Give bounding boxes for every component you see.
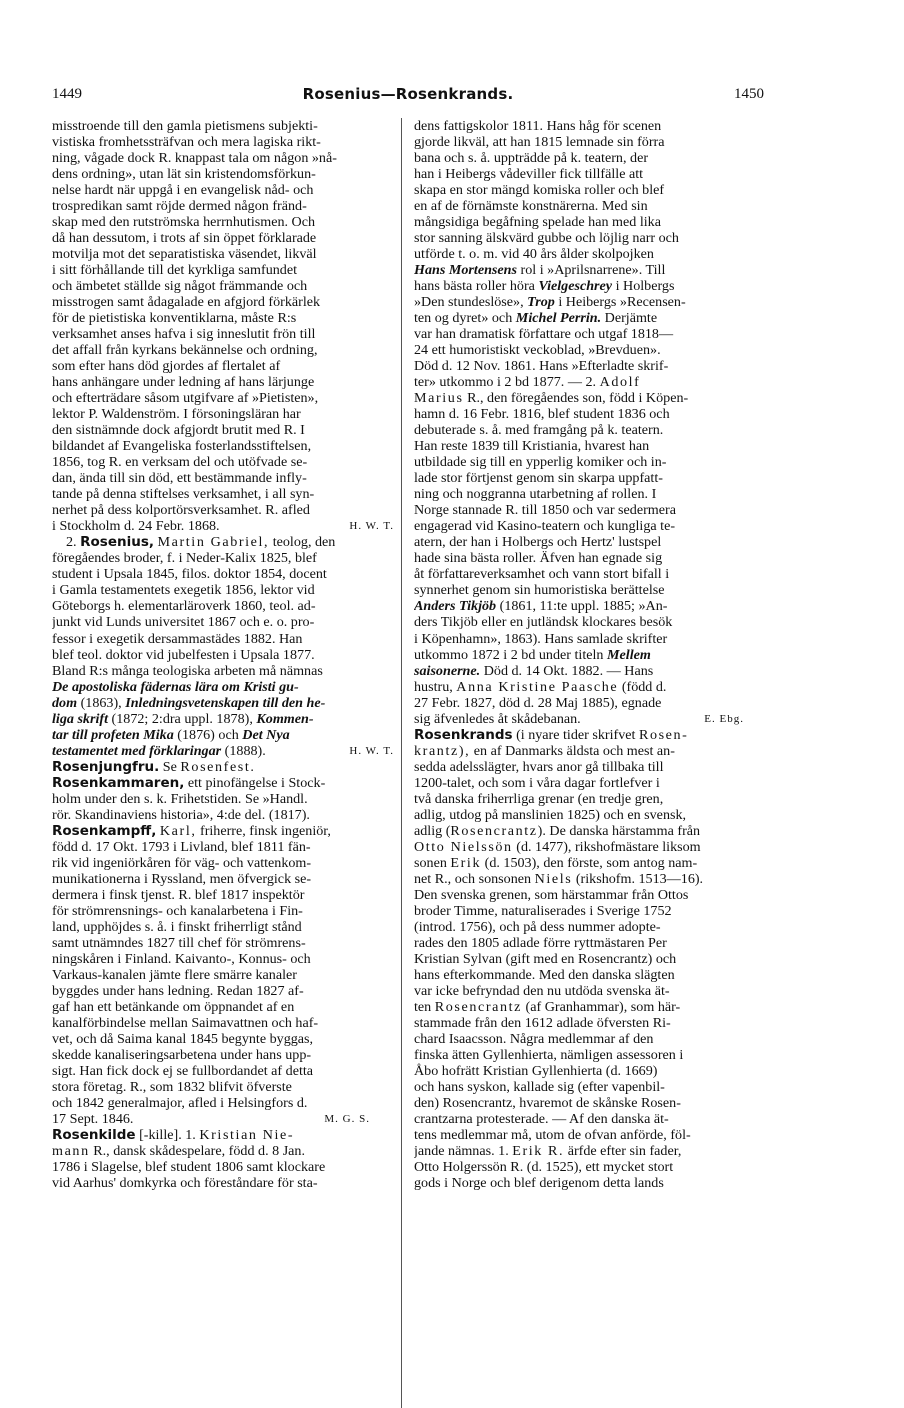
text-line — [414, 310, 756, 326]
text-line — [414, 743, 756, 759]
text-line: föregåendes broder, f. i Neder-Kalix 1825, blef — [52, 550, 317, 567]
person-name: Kristian Nie- — [199, 1126, 295, 1143]
text-line: för strömrensnings- och kanalarbetena i Fin- — [52, 902, 303, 919]
text-line: mångsidiga begåfning spelade han med lika — [414, 214, 661, 231]
italic-title: dom — [52, 694, 78, 711]
text-run: i Stockholm d. 24 Febr. 1868. — [52, 518, 220, 535]
text-line: åt författareverksamhet och vann stort bifall i — [414, 566, 670, 583]
text-line — [414, 390, 756, 406]
text-line: gods i Norge och blef derigenom detta lands — [414, 1175, 664, 1192]
text-line: student i Upsala 1845, filos. doktor 1854, docent — [52, 566, 327, 583]
text-run: Död d. 14 Okt. 1882. — Hans — [483, 662, 654, 679]
text-line — [414, 823, 756, 839]
text-run: (d. 1503), den förste, som antog nam- — [484, 854, 698, 871]
text-run: ett pinofängelse i Stock- — [187, 774, 326, 791]
text-line: rades den 1805 adlade förre ryttmästaren Per — [414, 934, 667, 951]
text-line: skap med den rutströmska herrnhutismen. Och — [52, 214, 316, 231]
text-line: bildandet af Evangeliska fosterlandsstiftelsen, — [52, 438, 312, 455]
text-line: hans anhängare under ledning af hans lärjunge — [52, 374, 315, 391]
text-line: sedda adelsslägter, hvars anor gå tillbaka till — [414, 758, 664, 775]
text-line — [52, 743, 394, 759]
text-line: nerhet på dess kolportörsverksamhet. R. afled — [52, 502, 310, 519]
entry-line — [52, 759, 394, 775]
text-line — [414, 679, 756, 695]
text-line: gjorde likväl, att han 1815 lemnade sin förra — [414, 134, 665, 151]
text-run: utkommo 1872 i 2 bd under titeln — [414, 646, 604, 663]
text-line: då han dessutom, i trots af sin öppet förklarade — [52, 230, 317, 247]
text-run: net R., och sonsonen — [414, 870, 532, 887]
text-line — [52, 695, 394, 711]
text-run: ter» utkommo i 2 bd 1877. — 2. — [414, 374, 597, 391]
text-line: stor sanning älskvärd gubbe och löjlig narr och — [414, 230, 679, 247]
text-line — [414, 855, 756, 871]
text-line: rör. Skandinaviens historia», 4:de del. (1817). — [52, 806, 310, 823]
text-run: i Heibergs »Recensen- — [558, 294, 686, 311]
text-line: 1200-talet, och som i våra dagar fortlefver i — [414, 774, 660, 791]
text-line: ning, vågade dock R. knappast tala om någon »nå- — [52, 150, 337, 167]
text-run: (af Granhammar), som här- — [525, 998, 681, 1015]
text-line: debuterade s. å. med framgång på k. teatern. — [414, 422, 664, 439]
text-run: R., dansk skådespelare, född d. 8 Jan. — [93, 1143, 306, 1159]
text-run: (1888). — [224, 742, 266, 759]
text-line: munikationerna i Ryssland, men öfvergick se- — [52, 870, 312, 887]
author-signature: E. Ebg. — [704, 712, 744, 725]
text-line: finska ätten Gyllenhierta, nämligen assessoren i — [414, 1046, 684, 1063]
text-line: byggdes under hans ledning. Redan 1827 af- — [52, 982, 304, 999]
text-line: 1786 i Slagelse, blef student 1806 samt klockare — [52, 1159, 326, 1176]
text-line: skapa en stor mängd komiska roller och blef — [414, 182, 665, 199]
entry-number: 2. — [66, 534, 77, 551]
text-line: kanalförbindelse mellan Saimavattnen och haf- — [52, 1014, 319, 1031]
entry-headword-rosenkrands: Rosenkrands — [414, 726, 513, 743]
text-line: ningskåren i Finland. Kaivanto-, Konnus- och — [52, 950, 311, 967]
text-line: hans efterkommande. Med den danska slägten — [414, 966, 675, 983]
text-line: Den svenska grenen, som härstammar från Ottos — [414, 886, 689, 903]
entry-number: 1. — [185, 1126, 196, 1143]
text-line: fessor i exegetik dersammastädes 1882. Han — [52, 630, 303, 647]
text-line: det affall från kyrkans bekännelse och ordning, — [52, 342, 318, 359]
person-name: Otto Nielssön — [414, 838, 513, 855]
italic-title: Kommen- — [256, 710, 314, 727]
text-run: hustru, — [414, 678, 453, 695]
text-line: dermera i finsk tjenst. R. blef 1817 inspektör — [52, 886, 305, 903]
text-line — [414, 374, 756, 390]
text-line — [414, 711, 756, 727]
text-line: 24 ett humoristiskt veckoblad, »Brevduen». — [414, 342, 661, 359]
right-column — [414, 118, 756, 1191]
person-name: Erik — [450, 854, 482, 871]
text-line — [52, 711, 394, 727]
text-line: atern, der han i Holbergs och Hertz' lustspel — [414, 534, 662, 551]
text-line: adlig, utdog på manslinien 1825) och en svensk, — [414, 806, 687, 823]
text-line — [52, 727, 394, 743]
text-line: 27 Febr. 1827, död d. 28 Maj 1885), egnade — [414, 694, 662, 711]
text-line — [414, 1143, 756, 1159]
text-line: Bland R:s många teologiska arbeten må nämnas — [52, 662, 323, 679]
italic-title: Trop — [527, 294, 555, 311]
text-run: »Den stundeslöse», — [414, 294, 524, 311]
cross-reference: Rosenfest. — [180, 758, 256, 775]
entry-line — [52, 775, 394, 791]
text-line: samt utnämndes 1827 till chef för strömrens- — [52, 934, 306, 951]
column-divider — [401, 118, 402, 1408]
text-line: var icke befryndad den nu utdöda svenska ät- — [414, 982, 670, 999]
text-line: holm under den s. k. Frihetstiden. Se »Handl. — [52, 790, 308, 807]
text-run: ten — [414, 998, 432, 1015]
text-line: född d. 17 Okt. 1793 i Livland, blef 1811 fän- — [52, 838, 311, 855]
person-name: Adolf — [599, 374, 641, 391]
entry-line — [52, 823, 394, 839]
text-run: [-kille]. — [139, 1126, 182, 1143]
person-name: Martin Gabriel, — [157, 534, 270, 551]
text-line: i sitt förhållande till det kyrkliga samfundet — [52, 262, 298, 279]
text-line: Kristian Sylvan (gift med en Rosencrantz) och — [414, 950, 677, 967]
family-name: krantz), — [414, 742, 471, 759]
text-line: vid Aarhus' domkyrka och föreståndare för sta- — [52, 1175, 318, 1192]
page-header — [52, 86, 764, 106]
text-line: nelse hardt när uppgå i en evangelisk nåd- och — [52, 182, 314, 199]
person-name: Anna Kristine Paasche — [456, 678, 619, 695]
author-signature: M. G. S. — [324, 1112, 370, 1125]
text-line: (introd. 1756), och på dess nummer adopte- — [414, 918, 661, 935]
person-name: Marius — [414, 390, 464, 407]
text-run: (1861, 11:te uppl. 1885; »An- — [499, 598, 668, 615]
text-line: misstrogen samt ådagalade en afgjord förkärlek — [52, 294, 321, 311]
text-line: Varkaus-kanalen jämte flere smärre kanaler — [52, 966, 297, 983]
text-run: R., den föregåendes son, född i Köpen- — [467, 390, 689, 407]
text-line: tens medlemmar må, utom de ofvan anförde, föl- — [414, 1126, 691, 1143]
text-line: för de pietistiska konventiklarna, måste R:s — [52, 310, 297, 327]
entry-headword-rosenius: Rosenius, — [80, 534, 154, 551]
text-line: lektor P. Waldenström. I försoningsläran har — [52, 406, 301, 423]
text-run: hans bästa roller höra — [414, 278, 535, 295]
text-line: den) Rosencrantz, hvaremot de skånske Rosen- — [414, 1094, 681, 1111]
text-line — [414, 871, 756, 887]
text-run: ten og dyret» och — [414, 310, 513, 327]
italic-title: Inledningsvetenskapen till den he- — [125, 694, 326, 711]
text-run: rol i »Aprilsnarrene». Till — [520, 262, 666, 279]
text-line: land, upphöjdes s. å. i finskt friherrligt stånd — [52, 918, 302, 935]
text-run: Se — [162, 758, 177, 775]
text-run: jande nämnas. 1. — [414, 1143, 509, 1159]
entry-line — [52, 1127, 394, 1143]
text-line — [52, 1111, 394, 1127]
text-line: verksamhet anses hafva i sig inneslutit frön till — [52, 326, 316, 343]
text-run: teolog, den — [272, 534, 336, 551]
text-line: vet, och då Saima kanal 1845 begynte byggas, — [52, 1030, 314, 1047]
text-line — [414, 262, 756, 278]
entry-line — [52, 534, 394, 550]
author-signature: H. W. T. — [349, 744, 394, 757]
text-run: (1872; 2:dra uppl. 1878), — [111, 710, 253, 727]
text-line: tande på denna stiftelses verksamhet, i all syn- — [52, 486, 315, 503]
text-line: sigt. Han fick dock ej se fullbordandet af detta — [52, 1062, 314, 1079]
entry-headword-rosenjungfru: Rosenjungfru. — [52, 758, 160, 775]
text-line: broder Timme, naturaliserades i Sverige 1752 — [414, 902, 672, 919]
text-line: och 1842 generalmajor, afled i Helsingfors d. — [52, 1094, 308, 1111]
text-line: han i Heibergs vådeviller fick tillfälle att — [414, 166, 644, 183]
text-line: och efterträdare såsom utgifvare af »Pietisten», — [52, 390, 319, 407]
text-line — [414, 663, 756, 679]
italic-title: liga skrift — [52, 710, 108, 727]
text-run: sig äfvenledes åt skådebanan. — [414, 710, 581, 727]
text-line: i Köpenhamn», 1863). Hans samlade skrifter — [414, 630, 668, 647]
text-line — [414, 278, 756, 294]
text-line: blef teol. doktor vid jubelfesten i Upsala 1877. — [52, 646, 315, 663]
text-line: chard Isaacsson. Några medlemmar af den — [414, 1030, 654, 1047]
family-name: Rosencrantz — [450, 822, 538, 839]
text-line — [414, 647, 756, 663]
text-line: skedde kanaliseringsarbetena under hans upp- — [52, 1046, 312, 1063]
text-run: (d. 1477), rikshofmästare liksom — [516, 838, 701, 855]
text-line: och hans syskon, kallade sig (efter vapenbil- — [414, 1078, 665, 1095]
text-line: dens fattigskolor 1811. Hans håg för scenen — [414, 118, 662, 134]
text-run: adlig ( — [414, 822, 451, 839]
text-line: engagerad vid Kasino-teatern och kungliga te- — [414, 518, 676, 535]
italic-title: Det Nya — [242, 726, 290, 743]
italic-title: Vielgeschrey — [538, 278, 613, 295]
text-run: ärfde efter sin fader, — [567, 1143, 682, 1159]
text-line: dens ordning», utan lät sin kristendomsförkun- — [52, 166, 316, 183]
text-line: motvilja mot det separatistiska väsendet, likväl — [52, 246, 317, 263]
text-line: Han reste 1839 till Kristiania, hvarest han — [414, 438, 650, 455]
text-line: Åbo hofrätt Kristian Gyllenhierta (d. 1669) — [414, 1062, 658, 1079]
text-line: misstroende till den gamla pietismens subjekti- — [52, 118, 318, 134]
text-line: 1856, tog R. en verksam del och utöfvade se- — [52, 454, 308, 471]
text-run: (1863), — [80, 694, 122, 711]
text-line: ning och noggranna utarbetning af rollen. I — [414, 486, 657, 503]
italic-title: testamentet med förklaringar — [52, 742, 222, 759]
italic-title: tar till profeten Mika — [52, 726, 174, 743]
entry-headword-rosenkilde: Rosenkilde — [52, 1126, 136, 1143]
text-line — [52, 518, 394, 534]
entry-headword-rosenkammaren: Rosenkammaren, — [52, 774, 185, 791]
text-line: hade sina bästa roller. Äfven han egnade sig — [414, 550, 663, 567]
text-line: som efter hans död gjordes af flertalet af — [52, 358, 281, 375]
entry-line — [414, 727, 756, 743]
text-line: och ämbetet ställde sig något främmande och — [52, 278, 308, 295]
text-line: i Gamla testamentets exegetik 1856, lektor vid — [52, 582, 315, 599]
text-line: lade stor förtjenst genom sin skarpa uppfatt- — [414, 470, 663, 487]
text-run: friherre, finsk ingeniör, — [200, 822, 331, 839]
text-line: utförde t. o. m. vid 40 års ålder skolpojken — [414, 246, 654, 263]
text-line: Otto Holgerssön R. (d. 1525), ett mycket stort — [414, 1159, 674, 1176]
text-run: i Holbergs — [615, 278, 675, 295]
text-line: Död d. 12 Nov. 1861. Hans »Efterladte skrif- — [414, 358, 669, 375]
text-line: Göteborgs h. elementarläroverk 1860, teol. ad- — [52, 598, 316, 615]
author-signature: H. W. T. — [349, 520, 394, 533]
text-line: ders Tikjöb eller en jutländsk klockares besök — [414, 614, 673, 631]
entry-headword-rosenkampff: Rosenkampff, — [52, 822, 157, 839]
text-run: ). De danska härstamma från — [537, 822, 701, 839]
text-run: (i nyare tider skrifvet — [516, 726, 636, 743]
text-line: stammade från den 1612 adlade öfversten Ri- — [414, 1014, 671, 1031]
italic-title: saisonerne. — [414, 662, 481, 679]
left-column — [52, 118, 394, 1191]
text-line: trospredikan samt röjde dermed någon fränd- — [52, 198, 307, 215]
text-line: den sistnämnde dock afgjordt brutit med R. I — [52, 422, 305, 439]
text-line: utbildade sig till en ypperlig komiker och in- — [414, 454, 667, 471]
text-line: hamn d. 16 Febr. 1816, blef student 1836 och — [414, 406, 670, 423]
text-line: en af de förnämste konstnärerna. Med sin — [414, 198, 648, 215]
text-run: Derjämte — [604, 310, 658, 327]
text-line: crantzarna protesterade. — Af den danska ät- — [414, 1110, 669, 1127]
page-number-right: 1450 — [734, 86, 764, 102]
text-line: två danska friherrliga grenar (en tredje gren, — [414, 790, 664, 807]
person-name: mann — [52, 1143, 90, 1159]
italic-title: Michel Perrin. — [515, 310, 602, 327]
text-line: dan, ända till sin död, ett bestämmande infly- — [52, 470, 307, 487]
text-line: Norge stannade R. till 1850 och var sedermera — [414, 502, 676, 519]
running-title: Rosenius—Rosenkrands. — [302, 85, 514, 103]
text-line: vistiska fromhetssträfvan och mera lagiska rikt- — [52, 134, 321, 151]
text-run: (rikshofm. 1513—16). — [575, 870, 704, 887]
text-run: (född d. — [621, 678, 667, 695]
family-name: Rosencrantz — [434, 998, 523, 1015]
text-line — [414, 294, 756, 310]
person-name: Niels — [534, 870, 573, 887]
text-run: 17 Sept. 1846. — [52, 1110, 134, 1127]
person-name: Erik R. — [512, 1143, 565, 1159]
text-line: var han dramatisk författare och utgaf 1818— — [414, 326, 674, 343]
text-line — [52, 1143, 394, 1159]
text-run: en af Danmarks äldsta och mest an- — [473, 742, 675, 759]
text-line: bana och s. å. uppträdde på k. teatern, der — [414, 150, 649, 167]
text-line — [414, 598, 756, 614]
italic-title: Mellem — [607, 646, 651, 663]
text-run: (1876) och — [177, 726, 239, 743]
text-line — [414, 999, 756, 1015]
text-run: sonen — [414, 854, 447, 871]
text-line: rik vid ingeniörkåren för väg- och vattenkom- — [52, 854, 312, 871]
text-line: junkt vid Lunds universitet 1867 och e. o. pro- — [52, 614, 315, 631]
text-line — [414, 839, 756, 855]
text-line: synnerhet genom sin humoristiska berättelse — [414, 582, 665, 599]
page-number-left: 1449 — [52, 86, 82, 102]
text-line: gaf han ett betänkande om öppnandet af en — [52, 998, 295, 1015]
family-name: Rosen- — [638, 726, 689, 743]
person-name: Karl, — [159, 822, 197, 839]
italic-title: De apostoliska fädernas lära om Kristi gu- — [52, 678, 299, 695]
italic-title: Hans Mortensens — [414, 262, 517, 279]
italic-title: Anders Tikjöb — [414, 598, 497, 615]
text-line: stora företag. R., som 1832 blifvit öfverste — [52, 1078, 292, 1095]
